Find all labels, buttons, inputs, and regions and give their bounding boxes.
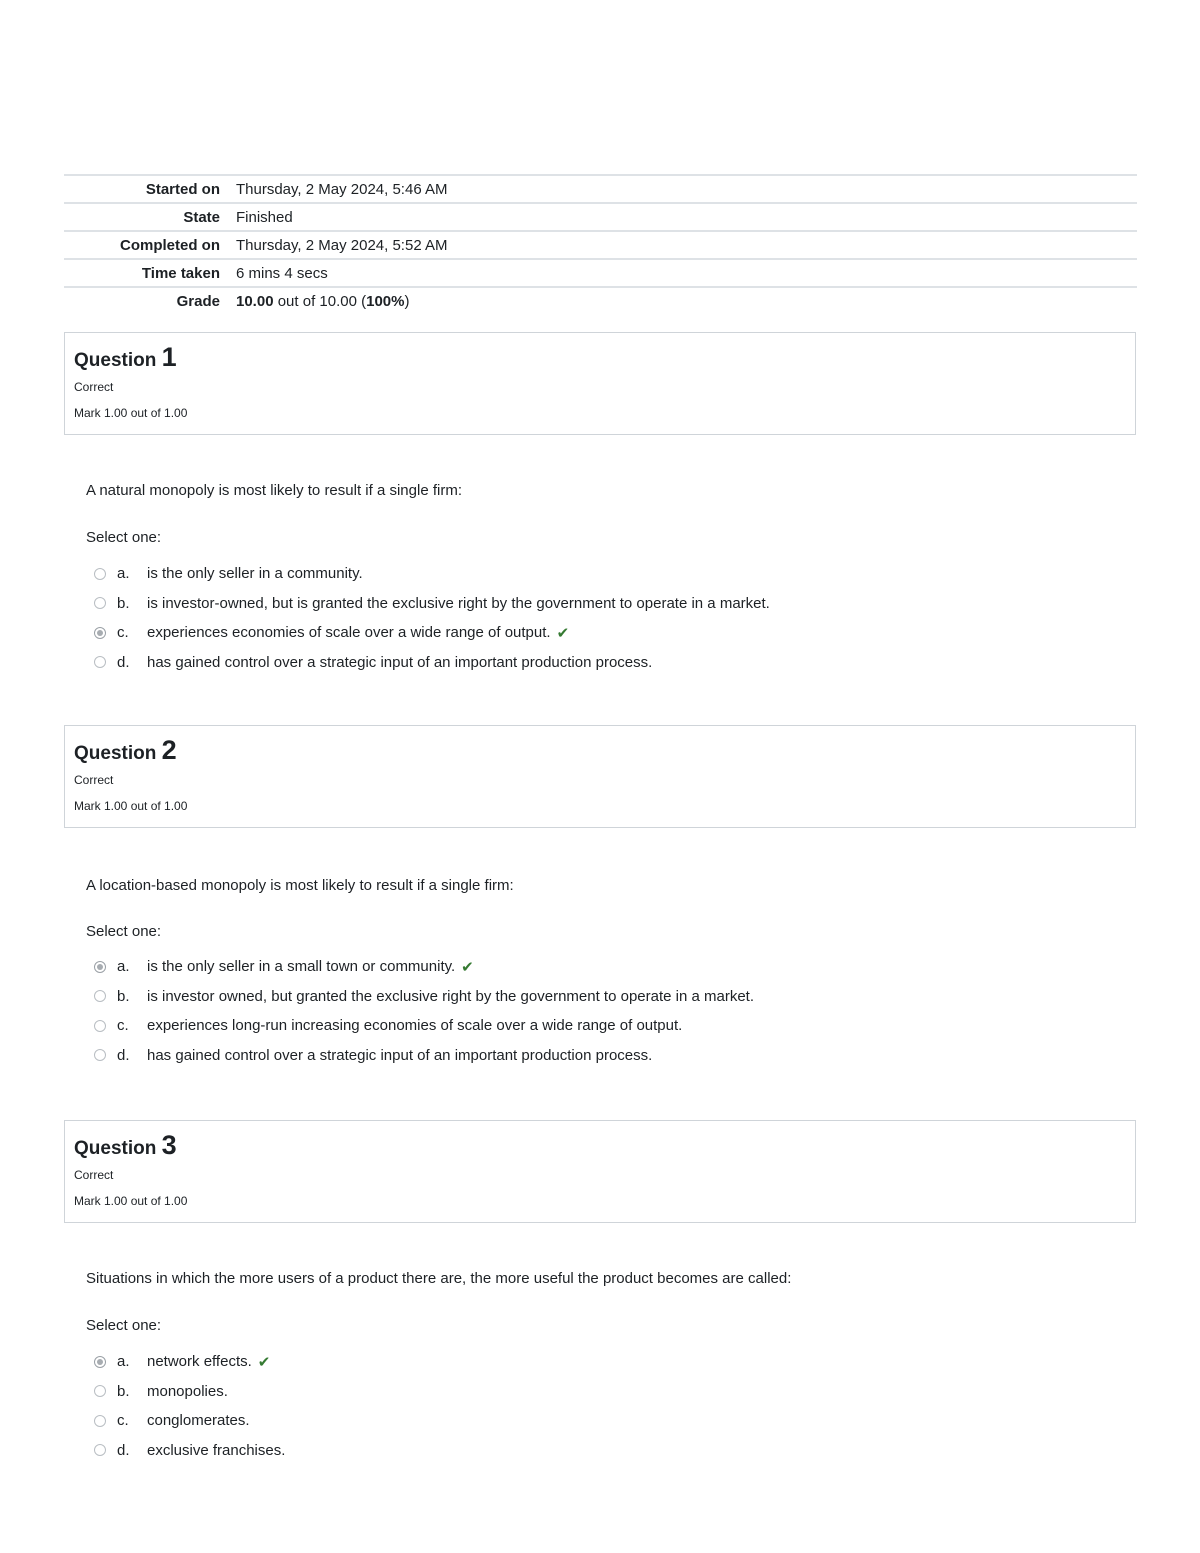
radio-button[interactable] (94, 1415, 106, 1427)
question-info-3 (64, 1120, 1136, 1223)
answer-option-c[interactable] (94, 618, 770, 648)
question-mark: Mark 1.00 out of 1.00 (74, 1194, 188, 1208)
summary-value: Thursday, 2 May 2024, 5:52 AM (236, 236, 448, 254)
summary-row-started (64, 174, 1137, 202)
option-text: experiences economies of scale over a wide range of output. (147, 624, 551, 642)
question-mark: Mark 1.00 out of 1.00 (74, 406, 188, 420)
answer-option-b[interactable] (94, 982, 754, 1012)
radio-button[interactable] (94, 990, 106, 1002)
option-letter: b. (117, 987, 130, 1005)
option-letter: a. (117, 565, 130, 583)
summary-value: Finished (236, 208, 293, 226)
radio-button[interactable] (94, 1385, 106, 1397)
answer-option-a[interactable] (94, 952, 754, 982)
answer-option-d[interactable] (94, 1436, 285, 1466)
question-info-1 (64, 332, 1136, 435)
question-number: 2 (161, 735, 177, 765)
question-mark: Mark 1.00 out of 1.00 (74, 799, 188, 813)
grade-out-of: out of 10.00 ( (273, 292, 367, 310)
answer-option-d[interactable] (94, 648, 770, 678)
summary-row-grade (64, 286, 1137, 314)
option-letter: a. (117, 958, 130, 976)
question-number: 1 (161, 342, 177, 372)
option-text: has gained control over a strategic input of an important production process. (147, 1046, 653, 1064)
option-text: monopolies. (147, 1382, 228, 1400)
option-text: is investor owned, but granted the exclusive right by the government to operate in a market. (147, 987, 755, 1005)
question-word: Question (74, 350, 157, 371)
question-text: A natural monopoly is most likely to result if a single firm: (86, 482, 462, 499)
option-letter: d. (117, 653, 130, 671)
option-letter: b. (117, 594, 130, 612)
question-word: Question (74, 1138, 157, 1159)
radio-button[interactable] (94, 568, 106, 580)
option-letter: b. (117, 1382, 130, 1400)
answer-list (94, 952, 754, 1070)
question-text: Situations in which the more users of a product there are, the more useful the product becomes are called: (86, 1270, 792, 1287)
summary-label: Grade (176, 292, 220, 310)
summary-label: Completed on (120, 236, 220, 254)
grade-score: 10.00 (236, 292, 274, 310)
summary-label: Time taken (141, 264, 220, 282)
question-number: 3 (161, 1130, 177, 1160)
option-letter: c. (117, 1017, 129, 1035)
option-letter: d. (117, 1441, 130, 1459)
summary-value: Thursday, 2 May 2024, 5:46 AM (236, 180, 448, 198)
option-text: is investor-owned, but is granted the exclusive right by the government to operate in a market. (147, 594, 770, 612)
question-info-2 (64, 725, 1136, 828)
radio-button[interactable] (94, 597, 106, 609)
summary-row-state (64, 202, 1137, 230)
option-letter: a. (117, 1353, 130, 1371)
option-text: conglomerates. (147, 1412, 250, 1430)
grade-close: ) (404, 292, 410, 310)
answer-list (94, 1347, 285, 1465)
radio-button[interactable] (94, 1020, 106, 1032)
option-text: network effects. (147, 1353, 252, 1371)
summary-value: 6 mins 4 secs (236, 264, 328, 282)
option-letter: d. (117, 1046, 130, 1064)
question-title (74, 1129, 1126, 1161)
option-letter: c. (117, 1412, 129, 1430)
grade-percent: 100% (366, 292, 405, 310)
answer-option-c[interactable] (94, 1406, 285, 1436)
option-text: has gained control over a strategic input of an important production process. (147, 653, 653, 671)
answer-option-a[interactable] (94, 1347, 285, 1377)
radio-button-selected[interactable] (94, 961, 106, 973)
correct-check-icon: ✔ (257, 1353, 271, 1371)
question-state: Correct (74, 1168, 114, 1182)
option-text: exclusive franchises. (147, 1441, 286, 1459)
answer-option-d[interactable] (94, 1041, 754, 1071)
answer-option-b[interactable] (94, 1377, 285, 1407)
summary-label: State (183, 208, 220, 226)
select-one-prompt: Select one: (86, 923, 162, 940)
select-one-prompt: Select one: (86, 1317, 162, 1334)
question-word: Question (74, 743, 157, 764)
option-text: experiences long-run increasing economies of scale over a wide range of output. (147, 1017, 683, 1035)
correct-check-icon: ✔ (461, 958, 474, 976)
question-title (74, 734, 1126, 766)
summary-label: Started on (145, 180, 220, 198)
option-text: is the only seller in a small town or community. (147, 958, 456, 976)
option-text: is the only seller in a community. (147, 565, 363, 583)
answer-option-a[interactable] (94, 559, 770, 589)
radio-button[interactable] (94, 1049, 106, 1061)
attempt-summary (64, 174, 1137, 314)
question-text: A location-based monopoly is most likely to result if a single firm: (86, 877, 514, 894)
summary-row-time-taken (64, 258, 1137, 286)
summary-row-completed (64, 230, 1137, 258)
radio-button-selected[interactable] (94, 627, 106, 639)
option-letter: c. (117, 624, 129, 642)
question-title (74, 341, 1126, 373)
answer-option-b[interactable] (94, 589, 770, 619)
answer-option-c[interactable] (94, 1011, 754, 1041)
answer-list (94, 559, 770, 677)
summary-value (236, 293, 410, 310)
question-state: Correct (74, 380, 114, 394)
radio-button[interactable] (94, 656, 106, 668)
question-state: Correct (74, 773, 114, 787)
select-one-prompt: Select one: (86, 529, 162, 546)
correct-check-icon: ✔ (556, 624, 570, 642)
radio-button-selected[interactable] (94, 1356, 106, 1368)
radio-button[interactable] (94, 1444, 106, 1456)
